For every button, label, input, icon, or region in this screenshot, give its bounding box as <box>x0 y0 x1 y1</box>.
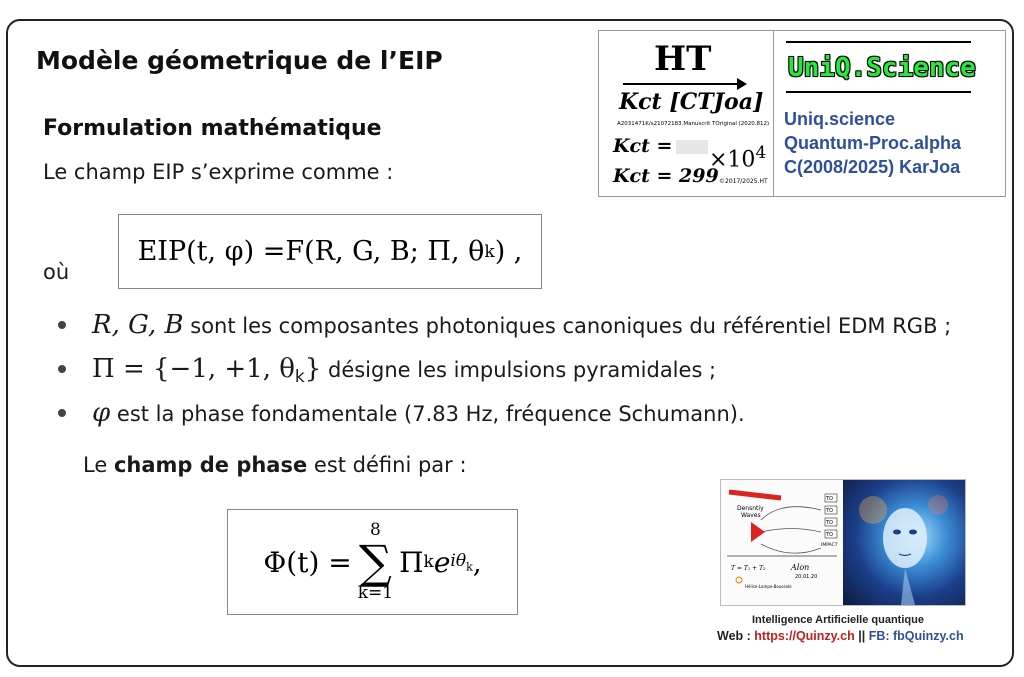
phase-intro <box>83 453 467 477</box>
sketch-tag-4: TO <box>826 532 833 538</box>
exp-sup <box>450 551 472 573</box>
ai-illustration <box>720 479 966 606</box>
section-subtitle: Formulation mathématique <box>43 116 382 141</box>
sigma-icon: ∑ <box>359 535 392 589</box>
uniq-logo-block <box>598 30 1006 197</box>
sum-term-sub: k <box>423 552 434 572</box>
bullet-dot-icon <box>58 365 66 373</box>
brand-line-1: Uniq.science <box>784 109 896 129</box>
phase-intro-after: est défini par : <box>307 453 467 477</box>
eip-equation <box>118 214 542 289</box>
ht-label: HT <box>654 39 712 79</box>
tiny-copyright: ©2017/2025.HT <box>719 178 768 185</box>
sketch-title-1: Densntiy <box>737 505 764 512</box>
bullet-dot-icon <box>58 409 66 417</box>
sketch-tag-3: TO <box>826 520 833 526</box>
eip-rhs-sub: k <box>484 241 495 262</box>
brand-bar-bottom <box>786 91 971 93</box>
sketch-drawing-icon <box>721 480 843 605</box>
sketch-impact: IMPACT <box>821 543 838 548</box>
phase-equation <box>227 509 518 615</box>
exp-sub: k <box>466 560 473 574</box>
wave-line-1-icon <box>761 507 821 520</box>
wave-line-3-icon <box>761 544 821 553</box>
bullet-math: R, G, B <box>92 310 184 340</box>
phase-intro-bold: champ de phase <box>113 453 308 477</box>
facebook-link[interactable]: FB: fbQuinzy.ch <box>868 629 964 643</box>
phase-end: , <box>472 545 482 579</box>
ai-links <box>717 629 964 643</box>
wave-line-2-icon <box>761 529 821 533</box>
sketch-signature: Alon <box>791 563 810 572</box>
eip-end: ) , <box>494 236 523 267</box>
ai-caption: Intelligence Artificielle quantique <box>752 614 924 626</box>
brand-name: UniQ.Science <box>788 53 976 83</box>
list-item <box>58 350 951 394</box>
bullet-text: sont les composantes photoniques canoniques du référentiel EDM RGB ; <box>183 314 952 338</box>
arrow-line-icon <box>623 83 741 85</box>
intro-text: Le champ EIP s’exprime comme : <box>43 160 394 184</box>
anchor-icon <box>736 577 742 583</box>
list-item <box>58 306 951 350</box>
sum-operator <box>358 522 393 602</box>
red-heart-icon <box>751 522 765 542</box>
slide-title: Modèle géometrique de l’EIP <box>36 46 443 75</box>
kct-eq2 <box>613 165 719 187</box>
sum-lower: k=1 <box>357 583 394 603</box>
definition-list <box>58 306 951 438</box>
ai-face-image <box>843 480 965 605</box>
bullet-dot-icon <box>58 321 66 329</box>
robot-face-icon <box>843 480 965 605</box>
sketch-title-2: Waves <box>741 512 761 519</box>
exp-base: e <box>433 545 451 579</box>
kct-eq2-text: Kct = 299 <box>613 165 719 187</box>
web-label: Web : <box>717 629 755 643</box>
kct-line-text: Kct [CTJoa] <box>619 89 764 115</box>
exp-sup-text: iθ <box>450 550 467 571</box>
times-text: ×10 <box>709 147 756 173</box>
sketch-legend: Hélice-Lampe-Boussole <box>745 584 792 589</box>
uniq-brand <box>774 31 1005 196</box>
bullet-text: désigne les impulsions pyramidales ; <box>321 358 717 382</box>
sketch-tag-1: TO <box>826 496 833 502</box>
list-item <box>58 394 951 438</box>
sketch-formula: T = T₁ + T₂ <box>731 565 766 572</box>
phase-intro-before: Le <box>83 453 114 477</box>
sketch-tag-2: TO <box>826 508 833 514</box>
sum-term: Π <box>399 545 424 579</box>
ht-logo <box>599 31 774 196</box>
sketch-panel <box>721 480 843 605</box>
tiny-reference: A2031471K/s21072183.Manuscrit TOriginal (2020.812) <box>617 121 770 127</box>
brand-line-3: C(2008/2025) KarJoa <box>784 157 961 177</box>
red-stroke-icon <box>729 492 781 498</box>
phase-lhs: Φ(t) = <box>263 545 352 579</box>
web-link[interactable]: https://Quinzy.ch <box>754 629 855 643</box>
times-sup: 4 <box>755 143 767 163</box>
bullet-math: Π = {−1, +1, θ <box>92 354 295 384</box>
bullet-text: est la phase fondamentale (7.83 Hz, fréquence Schumann). <box>110 402 745 426</box>
ou-label: où <box>43 260 70 284</box>
brand-bar-top <box>786 41 971 43</box>
bullet-math-sub: k <box>294 367 305 388</box>
blurred-value <box>676 140 708 154</box>
kct-line <box>619 89 763 115</box>
kct-eq1-text: Kct = <box>613 135 673 157</box>
kct-eq1 <box>613 135 708 157</box>
brand-line-2: Quantum-Proc.alpha <box>784 133 962 153</box>
sketch-date: 20.01.20 <box>795 574 818 580</box>
bullet-math-end: } <box>304 354 322 384</box>
bullet-math: φ <box>92 398 111 428</box>
eip-rhs: F(R, G, B; Π, θ <box>285 236 485 267</box>
sum-upper: 8 <box>370 520 381 540</box>
eip-lhs: EIP(t, φ) = <box>137 236 286 267</box>
link-separator: || <box>854 629 869 643</box>
